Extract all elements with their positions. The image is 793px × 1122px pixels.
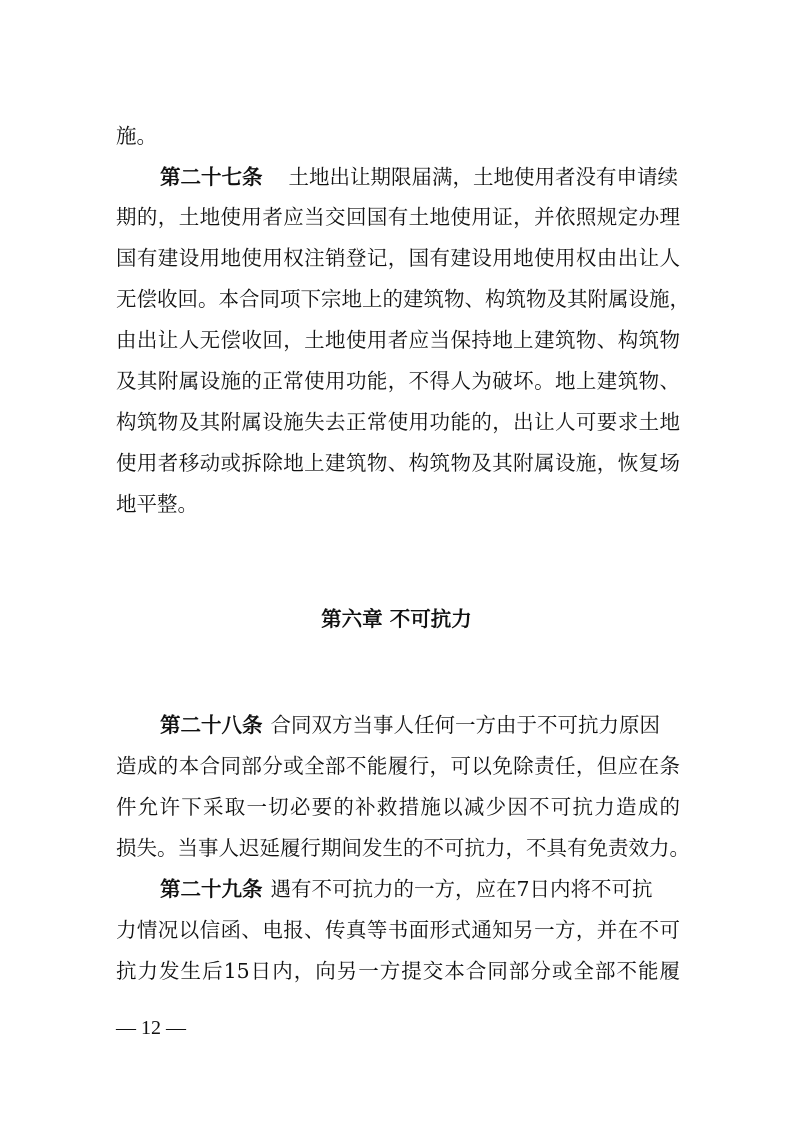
article-27-line: 地平整。	[116, 492, 198, 516]
article-29-text: 遇有不可抗力的一方，应在7日内将不可抗	[270, 877, 653, 901]
article-27-line: 使用者移动或拆除地上建筑物、构筑物及其附属设施，恢复场	[116, 451, 680, 475]
article-27-line: 国有建设用地使用权注销登记，国有建设用地使用权由出让人	[116, 246, 680, 270]
page-number: — 12 —	[116, 1017, 186, 1039]
article-28-text: 合同双方当事人任何一方由于不可抗力原因	[270, 713, 660, 737]
article-28-line: 造成的本合同部分或全部不能履行，可以免除责任，但应在条	[116, 754, 680, 778]
article-28-line: 损失。当事人迟延履行期间发生的不可抗力，不具有免责效力。	[116, 836, 690, 860]
article-27-line: 构筑物及其附属设施失去正常使用功能的，出让人可要求土地	[116, 410, 680, 434]
article-28-line: 件允许下采取一切必要的补救措施以减少因不可抗力造成的	[116, 795, 680, 819]
article-29-line: 抗力发生后15日内，向另一方提交本合同部分或全部不能履	[116, 959, 680, 983]
article-27-first-line	[160, 162, 680, 192]
article-27-label: 第二十七条	[160, 165, 263, 189]
article-27-text: 土地出让期限届满，土地使用者没有申请续	[288, 165, 678, 189]
article-27-line: 无偿收回。本合同项下宗地上的建筑物、构筑物及其附属设施，	[116, 287, 690, 311]
article-29-first-line	[160, 874, 680, 904]
article-27-line: 由出让人无偿收回，土地使用者应当保持地上建筑物、构筑物	[116, 328, 680, 352]
chapter-title: 第六章 不可抗力	[321, 607, 472, 631]
article-27-line: 及其附属设施的正常使用功能，不得人为破坏。地上建筑物、	[116, 369, 680, 393]
article-28-label: 第二十八条	[160, 713, 263, 737]
article-27-line: 期的，土地使用者应当交回国有土地使用证，并依照规定办理	[116, 205, 680, 229]
article-28-first-line	[160, 710, 680, 740]
paragraph-fragment: 施。	[116, 124, 157, 148]
article-29-line: 力情况以信函、电报、传真等书面形式通知另一方，并在不可	[116, 918, 680, 942]
article-29-label: 第二十九条	[160, 877, 263, 901]
